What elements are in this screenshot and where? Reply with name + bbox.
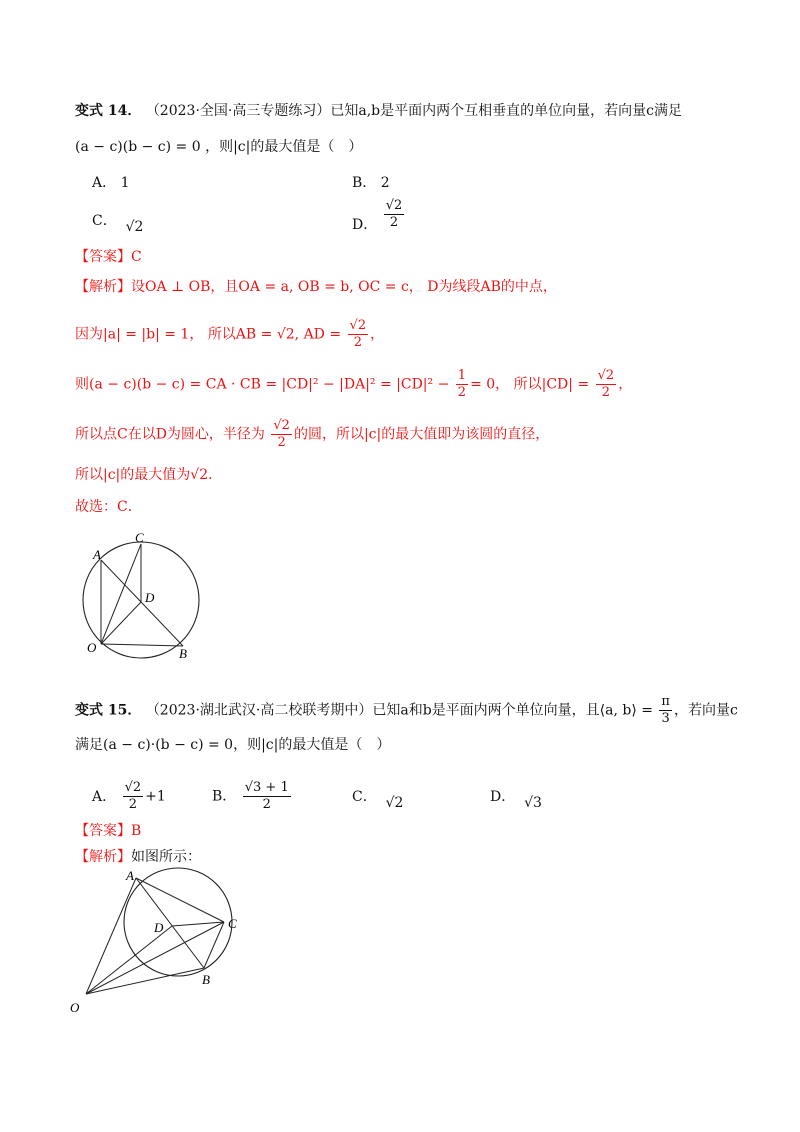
q14-analysis-1: 【解析】设OA ⊥ OB，且OA = a, OB = b, OC = c， D为线段AB的中点，	[75, 279, 557, 295]
fig2-label-c: C	[228, 916, 237, 931]
q14-stem-1: 已知a,b是平面内两个互相垂直的单位向量，若向量c满足	[330, 103, 682, 119]
fig1-segment-od	[101, 602, 141, 644]
fig2-segment-bc	[204, 922, 224, 968]
fig2-label-o: O	[70, 1000, 80, 1015]
q14-choose: 故选：C．	[75, 499, 142, 515]
fig2-segment-ac	[136, 878, 224, 922]
fig2-segment-ob	[86, 968, 204, 994]
q15-stem-1a: 已知a和b是平面内两个单位向量，且⟨a, b⟩ =	[372, 702, 653, 719]
fig1-label-a: A	[93, 547, 101, 562]
q15-stem-1b: ，若向量c	[673, 702, 738, 719]
q14-analysis-2: 因为|a| = |b| = 1， 所以AB = √2, AD = $\frac{√2}{2}$ ，	[75, 318, 385, 350]
fig2-segment-od	[86, 926, 172, 994]
fig2-label-d: D	[154, 920, 164, 935]
q14-stem-line1	[75, 100, 682, 122]
fig1-label-o: O	[87, 640, 97, 655]
q14-analysis-3: 则(a − c)(b − c) = CA · CB = |CD|² − |DA|² = |CD|² − $\frac{1}{2}$ = 0， 所以|CD| = $\frac{√2}{2}$ ，	[75, 368, 633, 400]
q15-option-c: C． √2	[352, 789, 404, 811]
q14-source: （2023·全国·高三专题练习）	[145, 103, 331, 119]
q14-option-d-frac: $\frac{√2}{2}$	[385, 198, 403, 230]
fig1-label-b: B	[179, 646, 187, 661]
q15-label: 变式 15．	[75, 702, 142, 719]
fig1-label-d: D	[145, 590, 155, 605]
q15-answer: 【答案】B	[75, 823, 142, 839]
fig1-segment-ab	[101, 560, 183, 646]
fig2-segment-ab	[136, 878, 204, 968]
q15-option-a: A． $\frac{√2}{2}$ +1	[92, 780, 166, 812]
q14-option-d: D． $\frac{√2}{2}$	[352, 198, 403, 233]
q14-answer: 【答案】C	[75, 249, 142, 265]
q14-analysis-5: 所以|c|的最大值为√2．	[75, 467, 223, 483]
q15-stem-line1: 变式 15． （2023·湖北武汉·高二校联考期中）已知a和b是平面内两个单位向量，且⟨a, b⟩ = $\frac{\pi}{3}$ ，若向量c	[75, 694, 738, 726]
q14-stem-2: (a − c)(b − c) = 0 ，则|c|的最大值是（ ）	[75, 139, 363, 155]
fig1-segment-ob	[101, 644, 183, 646]
q15-figure	[68, 866, 248, 1022]
fig1-segment-oc	[101, 544, 141, 644]
q15-option-b: B． $\frac{√3 + 1}{2}$	[212, 780, 289, 812]
q14-label: 变式 14．	[75, 103, 142, 119]
q15-source: （2023·湖北武汉·高二校联考期中）	[145, 702, 373, 719]
fig2-label-b: B	[202, 972, 210, 987]
q14-option-b: B． 2	[352, 175, 390, 191]
q15-option-d: D． √3	[490, 789, 542, 811]
fig2-label-a: A	[126, 868, 134, 883]
q14-option-c: C． √2	[92, 213, 144, 235]
fig2-segment-dc	[172, 922, 224, 926]
fig2-segment-oa	[86, 878, 136, 994]
q15-analysis-1: 【解析】如图所示：	[75, 849, 201, 865]
q15-stem-line2	[75, 734, 390, 756]
q15-stem-2: 满足(a − c)·(b − c) = 0，则|c|的最大值是（ ）	[75, 737, 391, 753]
q14-analysis-4: 所以点C在以D为圆心，半径为 $\frac{√2}{2}$ 的圆，所以|c|的最大值即为该圆的直径，	[75, 418, 550, 450]
fig1-label-c: C	[135, 532, 144, 545]
q14-option-a: A． 1	[92, 175, 130, 191]
q14-stem-line2	[75, 136, 362, 158]
q14-figure	[75, 532, 215, 664]
